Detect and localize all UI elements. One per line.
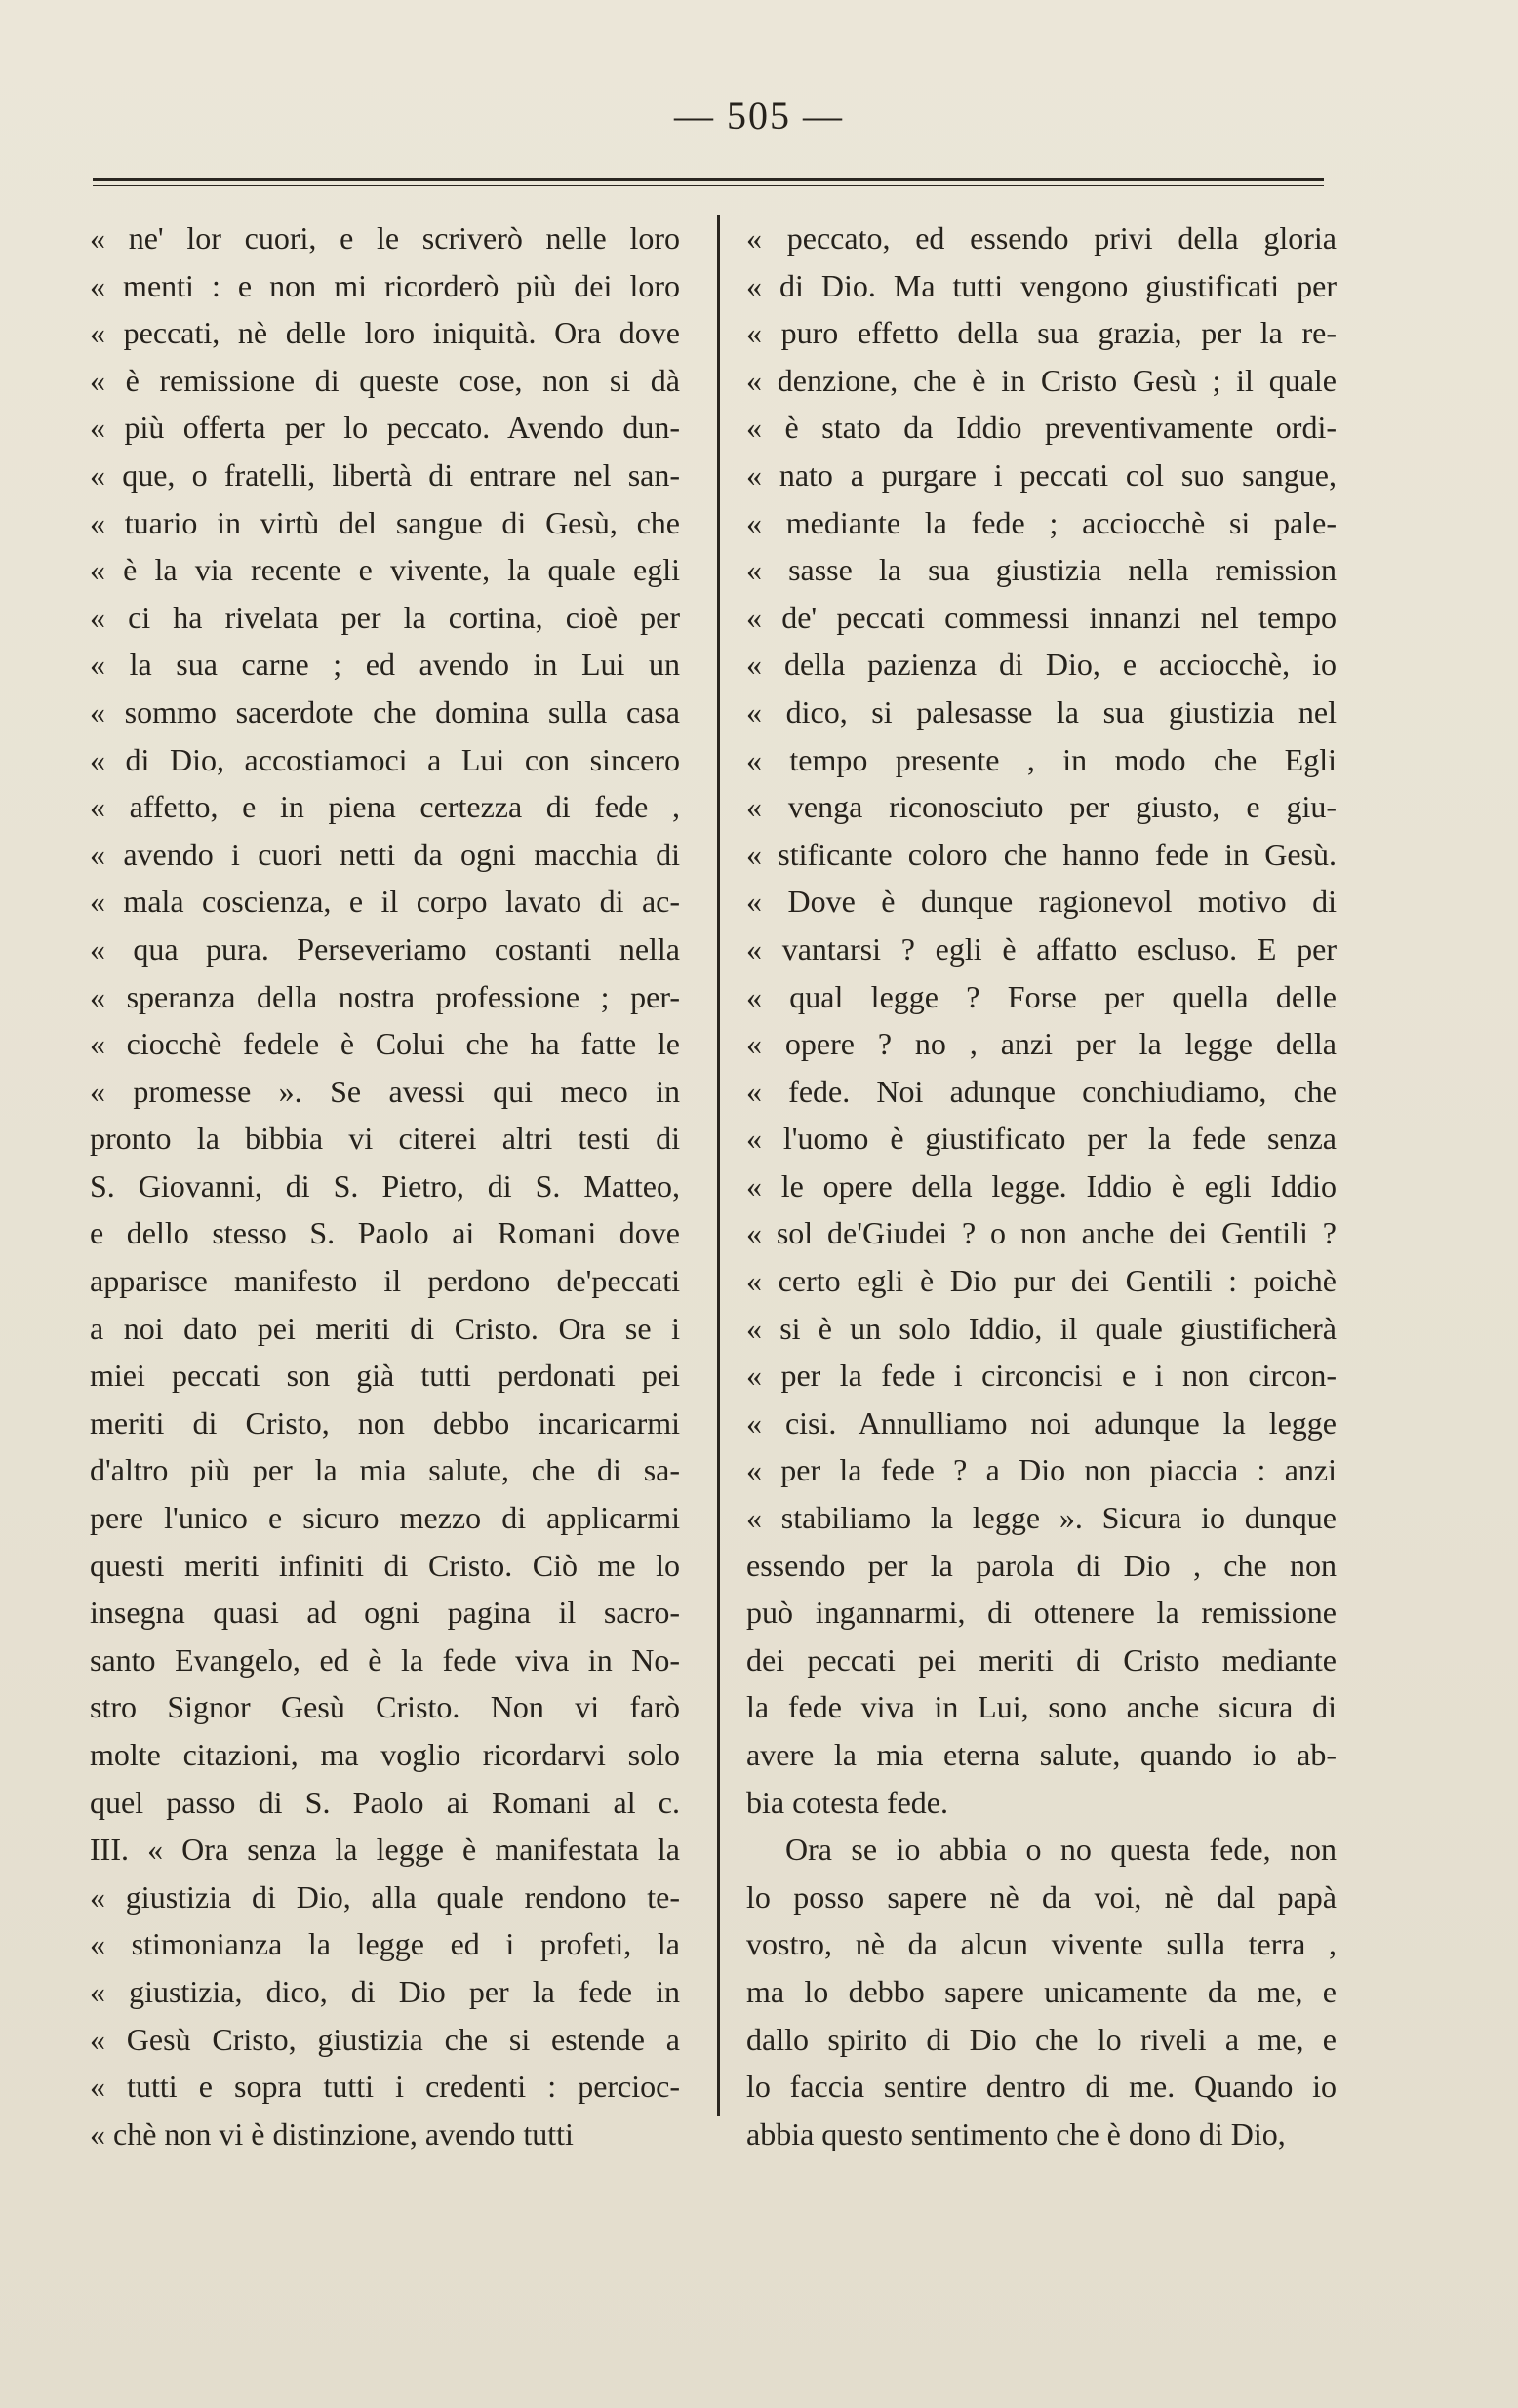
text-line: d'altro più per la mia salute, che di sa- [90,1452,680,1488]
text-line: « opere ? no , anzi per la legge della [746,1026,1337,1062]
page-number: — 505 — [674,94,844,138]
text-line: « stificante coloro che hanno fede in Gesù. [746,836,1337,872]
text-line: « mediante la fede ; acciocchè si pale- [746,504,1337,540]
text-line: « la sua carne ; ed avendo in Lui un [90,647,680,683]
text-line: « per la fede ? a Dio non piaccia : anzi [746,1452,1337,1488]
text-line: abbia questo sentimento che è dono di Dio, [746,2115,1286,2151]
text-line: « peccato, ed essendo privi della gloria [746,220,1337,256]
text-line: « vantarsi ? egli è affatto escluso. E per [746,930,1337,967]
text-line: « menti : e non mi ricorderò più dei loro [90,267,680,303]
text-line: « avendo i cuori netti da ogni macchia di [90,836,680,872]
text-line: « venga riconosciuto per giusto, e giu- [746,789,1337,825]
text-line: « ci ha rivelata per la cortina, cioè per [90,599,680,635]
text-line: dei peccati pei meriti di Cristo mediante [746,1641,1337,1678]
text-line: « sol de'Giudei ? o non anche dei Gentili ? [746,1215,1337,1251]
text-line: santo Evangelo, ed è la fede viva in No- [90,1641,680,1678]
text-line: quel passo di S. Paolo ai Romani al c. [90,1784,680,1820]
text-line: « giustizia, dico, di Dio per la fede in [90,1973,680,2009]
text-line: « denzione, che è in Cristo Gesù ; il quale [746,362,1337,398]
text-line: « promesse ». Se avessi qui meco in [90,1073,680,1109]
text-line: e dello stesso S. Paolo ai Romani dove [90,1215,680,1251]
text-line: molte citazioni, ma voglio ricordarvi solo [90,1737,680,1772]
text-line: « que, o fratelli, libertà di entrare nel san- [90,456,680,493]
right-column [746,215,1337,2157]
text-line: « di Dio. Ma tutti vengono giustificati per [746,267,1337,303]
text-line: « Dove è dunque ragionevol motivo di [746,884,1337,920]
text-line: « l'uomo è giustificato per la fede senza [746,1121,1337,1157]
text-line: stro Signor Gesù Cristo. Non vi farò [90,1689,680,1725]
text-line: bia cotesta fede. [746,1784,948,1820]
text-line: « ne' lor cuori, e le scriverò nelle loro [90,220,680,256]
text-line: « nato a purgare i peccati col suo sangue, [746,456,1337,493]
text-line: Ora se io abbia o no questa fede, non [785,1832,1337,1868]
text-line: « de' peccati commessi innanzi nel tempo [746,599,1337,635]
text-line: « è la via recente e vivente, la quale egli [90,552,680,588]
column-divider [717,215,720,2116]
text-line: « chè non vi è distinzione, avendo tutti [90,2115,574,2151]
text-line: « peccati, nè delle loro iniquità. Ora dove [90,315,680,351]
text-line: lo faccia sentire dentro di me. Quando io [746,2069,1337,2105]
text-line: « qual legge ? Forse per quella delle [746,978,1337,1014]
text-line: III. « Ora senza la legge è manifestata la [90,1832,680,1868]
text-line: « stimonianza la legge ed i profeti, la [90,1926,680,1962]
text-line: « mala coscienza, e il corpo lavato di ac- [90,884,680,920]
header-rule-thick [93,178,1324,181]
text-line: « affetto, e in piena certezza di fede , [90,789,680,825]
text-line: « cisi. Annulliamo noi adunque la legge [746,1404,1337,1441]
text-line: « certo egli è Dio pur dei Gentili : poichè [746,1263,1337,1299]
text-line: « Gesù Cristo, giustizia che si estende a [90,2021,680,2057]
text-line: pronto la bibbia vi citerei altri testi di [90,1121,680,1157]
text-line: dallo spirito di Dio che lo riveli a me, e [746,2021,1337,2057]
text-line: « puro effetto della sua grazia, per la re- [746,315,1337,351]
text-line: meriti di Cristo, non debbo incaricarmi [90,1404,680,1441]
text-line: apparisce manifesto il perdono de'peccati [90,1263,680,1299]
text-line: « speranza della nostra professione ; per- [90,978,680,1014]
text-line: « qua pura. Perseveriamo costanti nella [90,930,680,967]
text-line: ma lo debbo sapere unicamente da me, e [746,1973,1337,2009]
text-line: « sasse la sua giustizia nella remission [746,552,1337,588]
text-line: la fede viva in Lui, sono anche sicura di [746,1689,1337,1725]
text-line: « tuario in virtù del sangue di Gesù, che [90,504,680,540]
text-line: « ciocchè fedele è Colui che ha fatte le [90,1026,680,1062]
text-line: « tempo presente , in modo che Egli [746,741,1337,777]
text-line: può ingannarmi, di ottenere la remissione [746,1595,1337,1631]
text-line: « tutti e sopra tutti i credenti : percioc- [90,2069,680,2105]
text-line: « stabiliamo la legge ». Sicura io dunque [746,1500,1337,1536]
text-line: « per la fede i circoncisi e i non circon- [746,1358,1337,1394]
text-line: questi meriti infiniti di Cristo. Ciò me lo [90,1547,680,1583]
text-line: « si è un solo Iddio, il quale giustificherà [746,1310,1337,1346]
text-line: lo posso sapere nè da voi, nè dal papà [746,1878,1337,1915]
text-line: S. Giovanni, di S. Pietro, di S. Matteo, [90,1167,680,1204]
text-line: a noi dato pei meriti di Cristo. Ora se i [90,1310,680,1346]
text-line: « sommo sacerdote che domina sulla casa [90,693,680,730]
text-line: « di Dio, accostiamoci a Lui con sincero [90,741,680,777]
text-line: vostro, nè da alcun vivente sulla terra , [746,1926,1337,1962]
text-line: « le opere della legge. Iddio è egli Iddio [746,1167,1337,1204]
text-line: miei peccati son già tutti perdonati pei [90,1358,680,1394]
text-line: « fede. Noi adunque conchiudiamo, che [746,1073,1337,1109]
text-line: « è stato da Iddio preventivamente ordi- [746,410,1337,446]
text-line: essendo per la parola di Dio , che non [746,1547,1337,1583]
header-rule-thin [93,185,1324,186]
left-column [90,215,680,2157]
text-line: « della pazienza di Dio, e acciocchè, io [746,647,1337,683]
text-line: « giustizia di Dio, alla quale rendono te- [90,1878,680,1915]
text-line: avere la mia eterna salute, quando io ab- [746,1737,1337,1772]
text-line: « più offerta per lo peccato. Avendo dun- [90,410,680,446]
text-line: insegna quasi ad ogni pagina il sacro- [90,1595,680,1631]
text-line: « è remissione di queste cose, non si dà [90,362,680,398]
text-line: « dico, si palesasse la sua giustizia nel [746,693,1337,730]
text-line: pere l'unico e sicuro mezzo di applicarmi [90,1500,680,1536]
